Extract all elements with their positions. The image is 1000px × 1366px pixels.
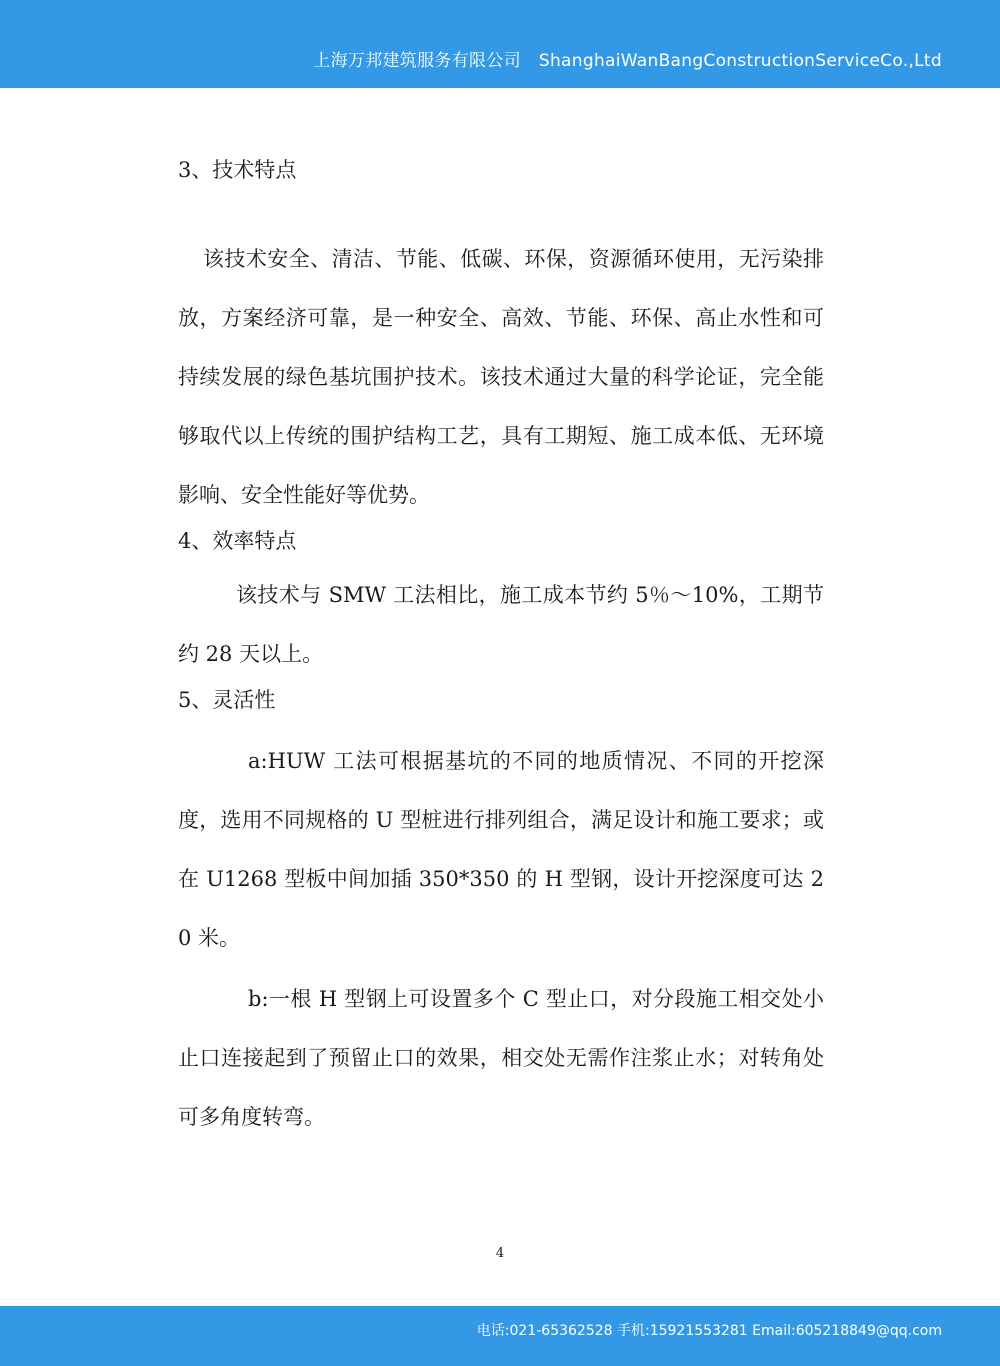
header-band bbox=[0, 0, 1000, 88]
section-heading-tech: 3、技术特点 bbox=[178, 158, 297, 182]
contact-info: 电话:021-65362528 手机:15921553281 Email:605218849@qq.com bbox=[476, 1323, 942, 1339]
paragraph-efficiency: 该技术与 SMW 工法相比，施工成本节约 5％～10%，工期节约 28 天以上。 bbox=[178, 583, 824, 666]
section-heading-flexibility: 5、灵活性 bbox=[178, 688, 276, 712]
company-name bbox=[313, 46, 942, 71]
document-body bbox=[178, 150, 824, 1147]
company-name-cn: 上海万邦建筑服务有限公司 bbox=[313, 51, 521, 71]
section-heading-efficiency: 4、效率特点 bbox=[178, 529, 297, 553]
company-name-en: ShanghaiWanBangConstructionServiceCo.,Ltd bbox=[538, 51, 942, 71]
paragraph-flexibility-b: b:一根 H 型钢上可设置多个 C 型止口，对分段施工相交处小止口连接起到了预留止口的效果，相交处无需作注浆止水；对转角处可多角度转弯。 bbox=[178, 987, 824, 1129]
paragraph-flexibility-a: a:HUW 工法可根据基坑的不同的地质情况、不同的开挖深度，选用不同规格的 U 型桩进行排列组合，满足设计和施工要求；或在 U1268 型板中间加插 350*350 的 H 型钢，设计开挖深度可达 20 米。 bbox=[178, 749, 824, 950]
footer-band bbox=[0, 1306, 1000, 1366]
page-number: 4 bbox=[495, 1246, 505, 1261]
paragraph-tech: 该技术安全、清洁、节能、低碳、环保，资源循环使用，无污染排放，方案经济可靠，是一种安全、高效、节能、环保、高止水性和可持续发展的绿色基坑围护技术。该技术通过大量的科学论证，完全能够取代以上传统的围护结构工艺，具有工期短、施工成本低、无环境影响、安全性能好等优势。 bbox=[178, 247, 824, 507]
